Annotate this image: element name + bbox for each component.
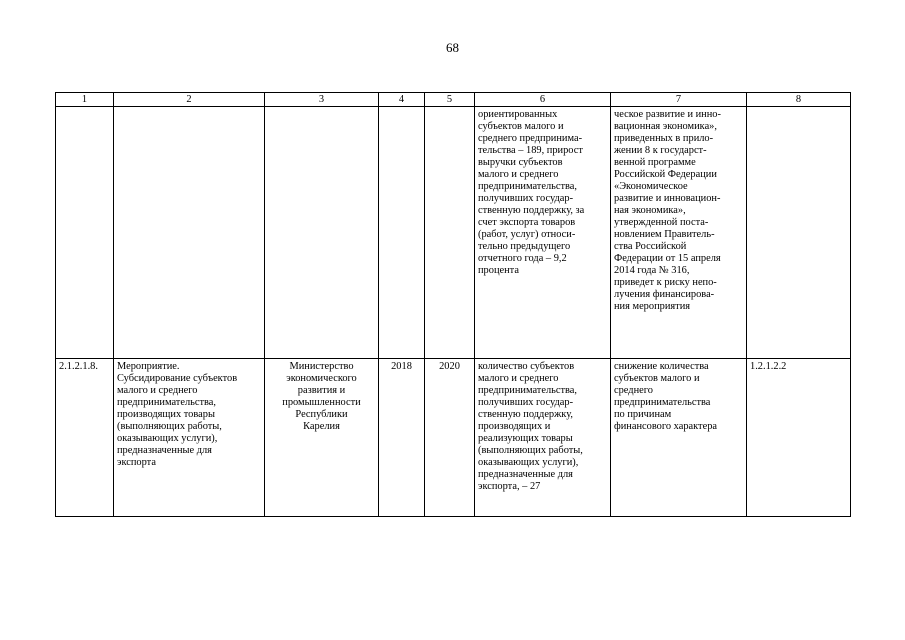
cell-number — [56, 107, 114, 359]
cell-executor — [265, 107, 379, 359]
cell-start-year: 2018 — [379, 359, 425, 517]
cell-end-year: 2020 — [425, 359, 475, 517]
cell-number: 2.1.2.1.8. — [56, 359, 114, 517]
cell-consequences: ческое развитие и инно- вационная экономика», приведенных в прило- жении 8 к государст- венной программе Российской Федерации «Экономическое развитие и инновацион- ная экономика», утвержденной поста- новлением Правитель- ства Российской Федерации от 15 апреля 2014 года № 316, приведет к риску непо- лучения финансирова- ния мероприятия — [611, 107, 747, 359]
column-header: 3 — [265, 93, 379, 107]
cell-measure — [114, 107, 265, 359]
cell-related-indicator: 1.2.1.2.2 — [747, 359, 851, 517]
cell-related-indicator — [747, 107, 851, 359]
cell-start-year — [379, 107, 425, 359]
column-header: 6 — [475, 93, 611, 107]
column-header: 5 — [425, 93, 475, 107]
program-table — [55, 92, 851, 517]
column-header: 2 — [114, 93, 265, 107]
column-number-row — [56, 93, 851, 107]
cell-expected-result: ориентированных субъектов малого и среднего предпринима- тельства – 189, прирост выручки субъектов малого и среднего предпринимательства, получивших государ- ственную поддержку, за счет экспорта товаров (работ, услуг) относи- тельно предыдущего отчетного года – 9,2 процента — [475, 107, 611, 359]
cell-end-year — [425, 107, 475, 359]
cell-executor: Министерство экономического развития и промышленности Республики Карелия — [265, 359, 379, 517]
table-row — [56, 107, 851, 359]
column-header: 1 — [56, 93, 114, 107]
cell-consequences: снижение количества субъектов малого и среднего предпринимательства по причинам финансового характера — [611, 359, 747, 517]
cell-expected-result: количество субъектов малого и среднего предпринимательства, получивших государ- ственную поддержку, производящих и реализующих товары (выполняющих работы, оказывающих услуги), предназначенные для экспорта, – 27 — [475, 359, 611, 517]
table-row — [56, 359, 851, 517]
column-header: 8 — [747, 93, 851, 107]
cell-measure: Мероприятие. Субсидирование субъектов малого и среднего предпринимательства, производящих товары (выполняющих работы, оказывающих услуги), предназначенные для экспорта — [114, 359, 265, 517]
page-number: 68 — [446, 40, 459, 55]
column-header: 4 — [379, 93, 425, 107]
column-header: 7 — [611, 93, 747, 107]
